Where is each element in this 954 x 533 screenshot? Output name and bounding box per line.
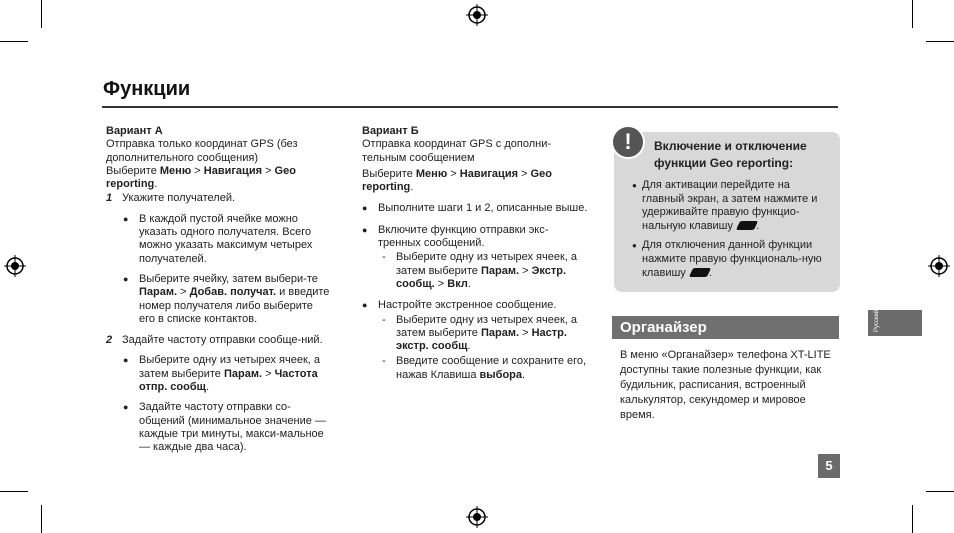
- registration-mark-icon: [466, 4, 488, 26]
- crop-mark: [41, 0, 42, 28]
- registration-mark-icon: [4, 255, 26, 277]
- note-title: Включение и отключение функции Geo reporting:: [654, 139, 807, 170]
- step-number: 2: [106, 334, 113, 347]
- variant-b-menu-path: Выберите Меню > Навигация > Geo reporting.: [362, 167, 552, 194]
- title-divider: [102, 106, 838, 108]
- right-soft-key-icon: [689, 268, 711, 277]
- crop-mark: [0, 41, 28, 42]
- exclamation-icon: !: [611, 125, 645, 159]
- variant-b-column: [362, 125, 588, 382]
- page-number: 5: [818, 454, 840, 478]
- list-item: ● Для активации перейдите на главный экран, а затем нажмите и удерживайте правую функцио-нальную клавишу .: [632, 179, 834, 233]
- list-item: ● Включите функцию отправки экс-тренных сообщений.: [362, 224, 588, 251]
- registration-mark-icon: [466, 506, 488, 528]
- registration-mark-icon: [928, 255, 950, 277]
- variant-a-menu-path: Выберите Меню > Навигация > Geo reporting.: [106, 164, 296, 191]
- crop-mark: [41, 505, 42, 533]
- page-title: Функции: [103, 78, 191, 100]
- step-2: 2 Задайте частоту отправки сообще-ний.: [106, 334, 323, 347]
- list-item: ● Настройте экстренное сообщение.: [362, 299, 588, 312]
- list-item: ● Для отключения данной функции нажмите правую функциональ-ную клавишу .: [632, 239, 834, 280]
- crop-mark: [926, 491, 954, 492]
- right-soft-key-icon: [736, 221, 758, 230]
- language-tab-label: Русский: [874, 309, 880, 332]
- organizer-heading: Органайзер: [612, 316, 839, 339]
- organizer-text: В меню «Органайзер» телефона XT-LITE доступны такие полезные функции, как будильник, расписания, встроенный калькулятор, секундомер и мировое время.: [620, 349, 831, 421]
- variant-b-heading: Вариант Б: [362, 125, 419, 137]
- sub-list-item: - Введите сообщение и сохраните его, нажав Клавиша выбора.: [382, 355, 587, 381]
- crop-mark: [0, 491, 28, 492]
- list-item: ● Выберите одну из четырех ячеек, а затем выберите Парам. > Частота отпр. сообщ.: [106, 354, 330, 394]
- crop-mark: [912, 0, 913, 28]
- variant-b-intro: Отправка координат GPS с дополни-тельным сообщением: [362, 138, 552, 164]
- step-1: 1 Укажите получателей.: [106, 192, 236, 205]
- variant-a-column: [106, 125, 330, 455]
- list-item: ● В каждой пустой ячейке можно указать одного получателя. Всего можно указать максимум четырех получателей.: [106, 213, 330, 266]
- variant-a-heading: Вариант А: [106, 125, 163, 137]
- list-item: ● Выберите ячейку, затем выбери-те Парам. > Добав. получат. и введите номер получателя либо выберите его в списке контактов.: [106, 273, 330, 326]
- step-number: 1: [106, 192, 113, 205]
- sub-list-item: - Выберите одну из четырех ячеек, а затем выберите Парам. > Настр. экстр. сообщ.: [382, 313, 578, 353]
- crop-mark: [926, 41, 954, 42]
- sub-list-item: - Выберите одну из четырех ячеек, а затем выберите Парам. > Экстр. сообщ. > Вкл.: [382, 251, 578, 290]
- list-item: ● Задайте частоту отправки со-общений (минимальное значение — каждые три минуты, макси-мальное — каждые два часа).: [106, 401, 330, 454]
- crop-mark: [912, 505, 913, 533]
- note-list: [632, 179, 834, 286]
- variant-a-intro: Отправка только координат GPS (без дополнительного сообщения): [106, 138, 298, 164]
- list-item: ● Выполните шаги 1 и 2, описанные выше.: [362, 202, 588, 215]
